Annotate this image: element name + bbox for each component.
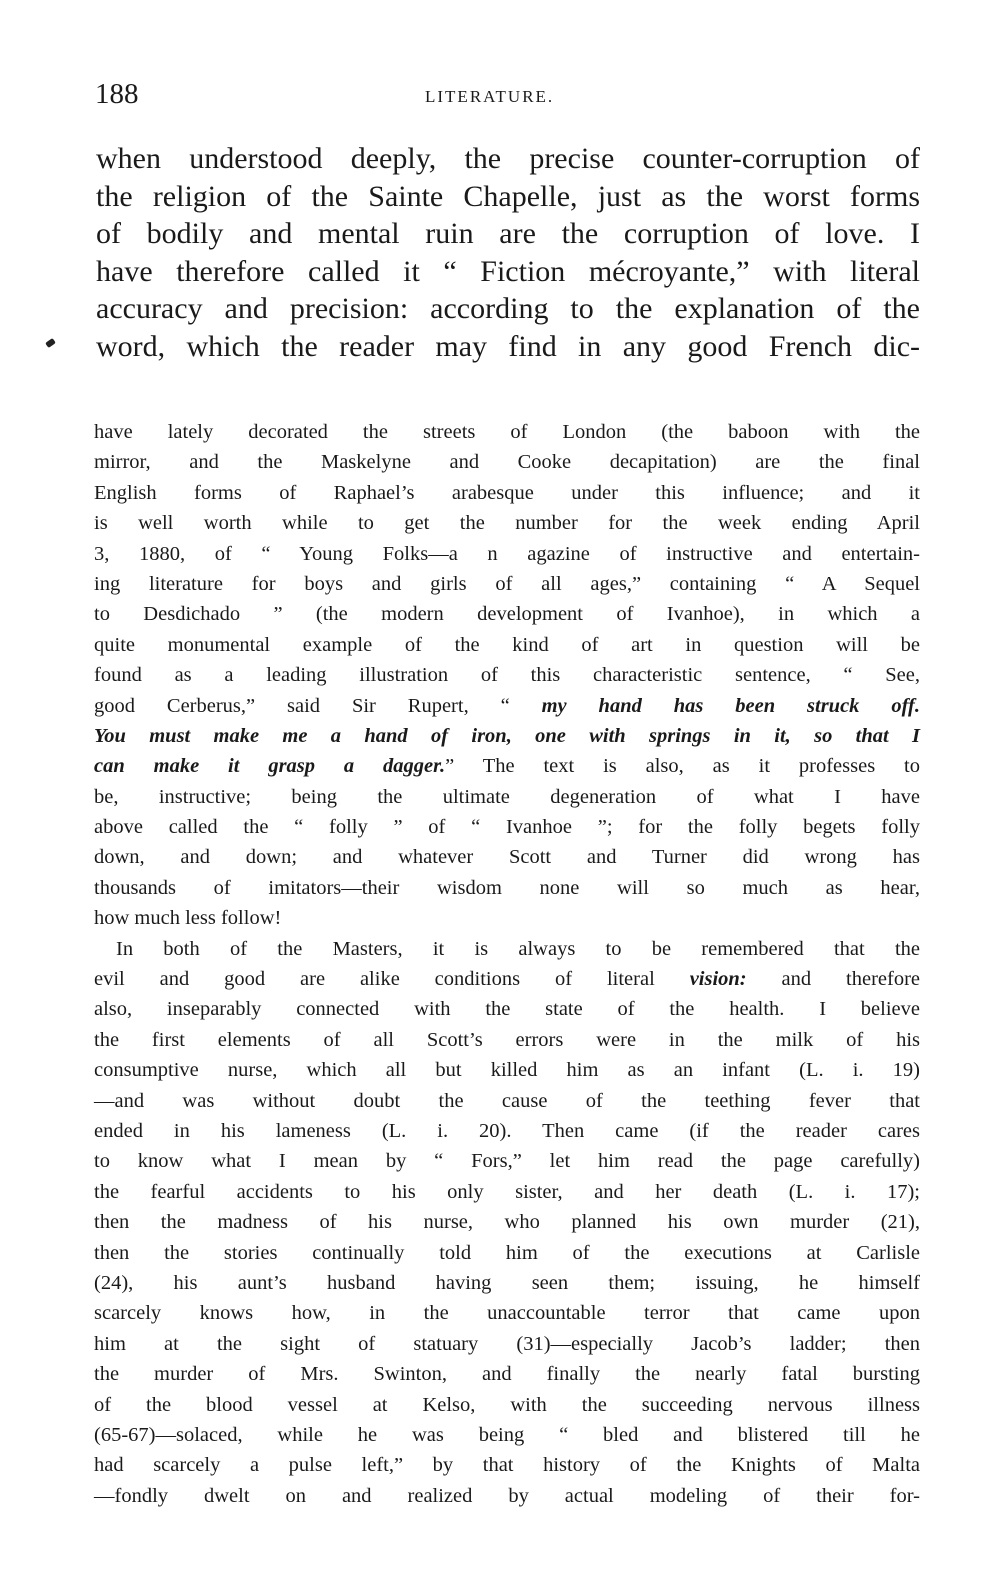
footnote-line: thousands of imitators—their wisdom none will so much as hear, <box>94 876 920 899</box>
main-text-line: have therefore called it “ Fiction mécroyante,” with literal <box>96 254 920 288</box>
footnote-italic-text: my hand has been struck off. <box>541 694 920 717</box>
footnote-line: then the madness of his nurse, who planned his own murder (21), <box>94 1211 920 1234</box>
footnote-line: (65-67)—solaced, while he was being “ bled and blistered till he <box>94 1423 920 1446</box>
footnote-line <box>94 964 920 994</box>
footnote-line: the fearful accidents to his only sister, and her death (L. i. 17); <box>94 1180 920 1203</box>
footnote-italic-text: You must make me a hand of iron, one with springs in it, so that I <box>94 724 920 747</box>
footnote-line <box>94 721 920 751</box>
footnote-line: 3, 1880, of “ Young Folks—a n agazine of instructive and entertain- <box>94 542 920 565</box>
footnote-line: consumptive nurse, which all but killed him as an infant (L. i. 19) <box>94 1059 920 1082</box>
footnote-line <box>94 751 920 781</box>
footnote-line: him at the sight of statuary (31)—especially Jacob’s ladder; then <box>94 1332 920 1355</box>
footnote-line: mirror, and the Maskelyne and Cooke decapitation) are the final <box>94 451 920 474</box>
footnote-line: be, instructive; being the ultimate degeneration of what I have <box>94 785 920 808</box>
footnote-line: ing literature for boys and girls of all ages,” containing “ A Sequel <box>94 572 920 595</box>
footnote-line: quite monumental example of the kind of art in question will be <box>94 633 920 656</box>
footnote-line: ended in his lameness (L. i. 20). Then came (if the reader cares <box>94 1119 920 1142</box>
footnote-line: —and was without doubt the cause of the teething fever that <box>94 1089 920 1112</box>
footnote-line: to know what I mean by “ Fors,” let him read the page carefully) <box>94 1150 920 1173</box>
footnote-line: found as a leading illustration of this characteristic sentence, “ See, <box>94 664 920 687</box>
footnote-line: above called the “ folly ” of “ Ivanhoe ”; for the folly begets folly <box>94 816 920 839</box>
footnote-line: to Desdichado ” (the modern development of Ivanhoe), in which a <box>94 603 920 626</box>
main-text-line: accuracy and precision: according to the explanation of the <box>96 292 920 325</box>
running-head <box>95 78 920 112</box>
footnote-line: then the stories continually told him of the executions at Carlisle <box>94 1241 920 1264</box>
main-text-block <box>96 140 920 365</box>
page-number: 188 <box>95 78 139 110</box>
footnote-line: have lately decorated the streets of London (the baboon with the <box>94 421 920 443</box>
footnote-line-text: evil and good are alike conditions of literal <box>94 968 690 991</box>
footnote-line: how much less follow! <box>94 907 282 930</box>
main-text-line: the religion of the Sainte Chapelle, just as the worst forms <box>96 179 920 213</box>
footnote-block <box>94 417 920 1511</box>
footnote-line: had scarcely a pulse left,” by that history of the Knights of Malta <box>94 1454 920 1477</box>
footnote-italic-text: vision: <box>689 968 747 991</box>
footnote-line-text: good Cerberus,” said Sir Rupert, “ <box>94 694 542 717</box>
stray-ink-mark <box>45 338 56 348</box>
footnote-line-text: ” The text is also, as it professes to <box>445 755 920 778</box>
footnote-italic-text: can make it grasp a dagger. <box>94 755 446 778</box>
main-text-line: word, which the reader may find in any good French dic- <box>96 329 920 363</box>
footnote-line <box>94 691 920 721</box>
footnote-line: down, and down; and whatever Scott and Turner did wrong has <box>94 846 920 869</box>
footnote-line: English forms of Raphael’s arabesque under this influence; and it <box>94 481 920 504</box>
footnote-line: is well worth while to get the number for the week ending April <box>94 512 920 535</box>
footnote-line: —fondly dwelt on and realized by actual modeling of their for- <box>94 1484 920 1507</box>
running-title: LITERATURE. <box>425 87 555 106</box>
main-text-line: of bodily and mental ruin are the corruption of love. I <box>96 217 920 250</box>
main-text-line: when understood deeply, the precise counter-corruption of <box>96 142 920 175</box>
footnote-line: scarcely knows how, in the unaccountable terror that came upon <box>94 1302 920 1325</box>
footnote-line: also, inseparably connected with the state of the health. I believe <box>94 998 920 1021</box>
footnote-line: In both of the Masters, it is always to be remembered that the <box>116 937 920 960</box>
footnote-line: (24), his aunt’s husband having seen them; issuing, he himself <box>94 1271 920 1294</box>
footnote-line: of the blood vessel at Kelso, with the succeeding nervous illness <box>94 1393 920 1416</box>
footnote-line: the murder of Mrs. Swinton, and finally the nearly fatal bursting <box>94 1363 920 1386</box>
footnote-line: the first elements of all Scott’s errors were in the milk of his <box>94 1028 920 1051</box>
footnote-line-text: and therefore <box>746 968 921 991</box>
